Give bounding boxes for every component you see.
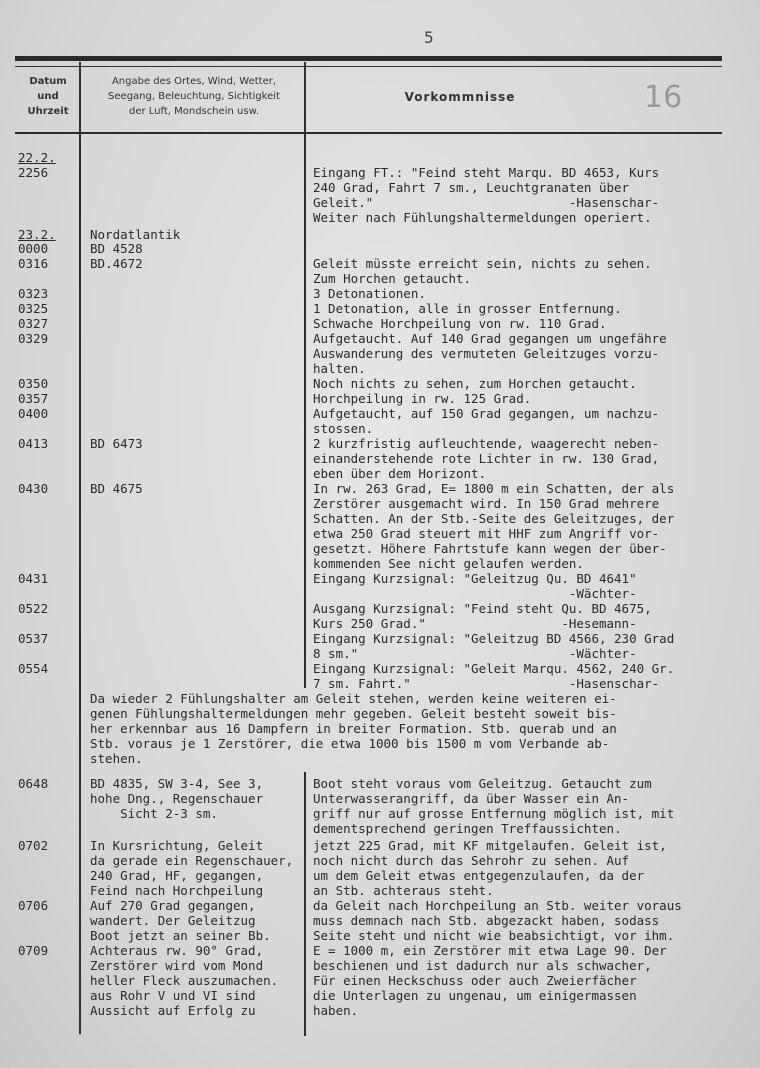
- date-time-cell: 0323: [18, 286, 49, 301]
- date-time-cell: 0316: [18, 256, 49, 271]
- log-line: [0, 256, 760, 271]
- event-cell: Schwache Horchpeilung von rw. 110 Grad.: [313, 316, 607, 331]
- event-cell: Kurs 250 Grad." -Hesemann-: [313, 616, 637, 631]
- event-cell: Auswanderung des vermuteten Geleitzuges vorzu-: [313, 346, 660, 361]
- date-time-cell: 23.2.: [18, 227, 56, 242]
- log-line: [0, 421, 760, 436]
- date-time-cell: 0702: [18, 838, 49, 853]
- log-line: [0, 721, 760, 736]
- log-line: [0, 195, 760, 210]
- log-line: [0, 1003, 760, 1018]
- log-line: [0, 883, 760, 898]
- date-time-cell: 22.2.: [18, 150, 56, 165]
- log-line: [0, 616, 760, 631]
- event-cell: Geleit." -Hasenschar-: [313, 195, 660, 210]
- date-time-cell: 0350: [18, 376, 49, 391]
- full-width-text: Da wieder 2 Fühlungshalter am Geleit stehen, werden keine weiteren ei-: [90, 691, 617, 706]
- event-cell: kommenden See nicht gelaufen werden.: [313, 556, 584, 571]
- event-cell: Eingang Kurzsignal: "Geleit Marqu. 4562, 240 Gr.: [313, 661, 675, 676]
- log-line: [0, 436, 760, 451]
- log-line: [0, 853, 760, 868]
- log-line: [0, 346, 760, 361]
- log-line: [0, 791, 760, 806]
- log-line: [0, 958, 760, 973]
- log-line: [0, 706, 760, 721]
- location-cell: BD.4672: [90, 256, 143, 271]
- event-cell: Eingang FT.: "Feind steht Marqu. BD 4653, Kurs: [313, 165, 660, 180]
- log-line: [0, 913, 760, 928]
- top-rule: [15, 56, 722, 61]
- log-line: [0, 391, 760, 406]
- log-line: [0, 301, 760, 316]
- log-line: [0, 838, 760, 853]
- date-time-cell: 0648: [18, 776, 49, 791]
- event-cell: Eingang Kurzsignal: "Geleitzug Qu. BD 4641": [313, 571, 637, 586]
- date-time-cell: 0709: [18, 943, 49, 958]
- event-cell: einanderstehende rote Lichter in rw. 130 Grad,: [313, 451, 660, 466]
- location-cell: 240 Grad, HF, gegangen,: [90, 868, 264, 883]
- log-line: [0, 928, 760, 943]
- log-line: [0, 331, 760, 346]
- log-line: [0, 676, 760, 691]
- log-line: [0, 821, 760, 836]
- event-cell: halten.: [313, 361, 366, 376]
- log-line: [0, 556, 760, 571]
- log-line: [0, 751, 760, 766]
- event-cell: die Unterlagen zu ungenau, um einigermassen: [313, 988, 637, 1003]
- location-cell: Feind nach Horchpeilung: [90, 883, 264, 898]
- event-cell: Aufgetaucht. Auf 140 Grad gegangen um ungefähre: [313, 331, 667, 346]
- header-rule: [15, 132, 722, 134]
- date-time-cell: 0413: [18, 436, 49, 451]
- header-date-time: Datum und Uhrzeit: [27, 76, 69, 117]
- event-cell: 2 kurzfristig aufleuchtende, waagerecht neben-: [313, 436, 660, 451]
- log-line: [0, 526, 760, 541]
- event-cell: Unterwasserangriff, da über Wasser ein An-: [313, 791, 630, 806]
- event-cell: Eingang Kurzsignal: "Geleitzug BD 4566, 230 Grad: [313, 631, 675, 646]
- location-cell: Auf 270 Grad gegangen,: [90, 898, 256, 913]
- location-cell: Zerstörer wird vom Mond: [90, 958, 264, 973]
- log-line: [0, 165, 760, 180]
- log-line: [0, 286, 760, 301]
- log-line: [0, 150, 760, 165]
- location-cell: da gerade ein Regenschauer,: [90, 853, 294, 868]
- log-line: [0, 541, 760, 556]
- location-cell: In Kursrichtung, Geleit: [90, 838, 264, 853]
- full-width-text: her erkennbar aus 16 Dampfern in breiter Formation. Stb. querab und an: [90, 721, 617, 736]
- log-line: [0, 736, 760, 751]
- date-time-cell: 2256: [18, 165, 49, 180]
- location-cell: BD 4528: [90, 241, 143, 256]
- event-cell: In rw. 263 Grad, E= 1800 m ein Schatten, der als: [313, 481, 675, 496]
- header-events: Vorkommnisse: [404, 90, 516, 104]
- location-cell: BD 4675: [90, 481, 143, 496]
- event-cell: E = 1000 m, ein Zerstörer mit etwa Lage 90. Der: [313, 943, 667, 958]
- location-cell: Achteraus rw. 90° Grad,: [90, 943, 264, 958]
- top-rule-thin: [15, 66, 722, 67]
- date-time-cell: 0706: [18, 898, 49, 913]
- log-line: [0, 691, 760, 706]
- event-cell: jetzt 225 Grad, mit KF mitgelaufen. Geleit ist,: [313, 838, 667, 853]
- date-time-cell: 0522: [18, 601, 49, 616]
- log-line: [0, 631, 760, 646]
- log-line: [0, 451, 760, 466]
- log-line: [0, 571, 760, 586]
- date-time-cell: 0431: [18, 571, 49, 586]
- log-line: [0, 661, 760, 676]
- log-line: [0, 988, 760, 1003]
- log-line: [0, 898, 760, 913]
- log-line: [0, 361, 760, 376]
- log-line: [0, 943, 760, 958]
- location-cell: heller Fleck auszumachen.: [90, 973, 279, 988]
- date-time-cell: 0430: [18, 481, 49, 496]
- event-cell: Zerstörer ausgemacht wird. In 150 Grad mehrere: [313, 496, 660, 511]
- event-cell: haben.: [313, 1003, 359, 1018]
- log-line: [0, 180, 760, 195]
- log-line: [0, 316, 760, 331]
- log-line: [0, 376, 760, 391]
- page-number: 5: [424, 28, 434, 47]
- event-cell: Ausgang Kurzsignal: "Feind steht Qu. BD 4675,: [313, 601, 652, 616]
- event-cell: -Wächter-: [313, 586, 637, 601]
- location-cell: Boot jetzt an seiner Bb.: [90, 928, 271, 943]
- event-cell: etwa 250 Grad steuert mit HHF zum Angriff vor-: [313, 526, 660, 541]
- date-time-cell: 0329: [18, 331, 49, 346]
- log-line: [0, 466, 760, 481]
- log-line: [0, 406, 760, 421]
- log-line: [0, 210, 760, 225]
- page-stamp: 16: [644, 80, 683, 115]
- event-cell: Weiter nach Fühlungshaltermeldungen operiert.: [313, 210, 652, 225]
- date-time-cell: 0000: [18, 241, 49, 256]
- event-cell: Horchpeilung in rw. 125 Grad.: [313, 391, 532, 406]
- date-time-cell: 0554: [18, 661, 49, 676]
- log-line: [0, 586, 760, 601]
- event-cell: 7 sm. Fahrt." -Hasenschar-: [313, 676, 660, 691]
- log-line: [0, 806, 760, 821]
- log-line: [0, 241, 760, 256]
- location-cell: hohe Dng., Regenschauer: [90, 791, 264, 806]
- full-width-text: genen Fühlungshaltermeldungen mehr gegeben. Geleit besteht soweit bis-: [90, 706, 617, 721]
- event-cell: muss demnach nach Stb. abgezackt haben, sodass: [313, 913, 660, 928]
- location-cell: Sicht 2-3 sm.: [90, 806, 218, 821]
- event-cell: griff nur auf grosse Entfernung möglich ist, mit: [313, 806, 675, 821]
- date-time-cell: 0400: [18, 406, 49, 421]
- event-cell: Schatten. An der Stb.-Seite des Geleitzuges, der: [313, 511, 675, 526]
- event-cell: 1 Detonation, alle in grosser Entfernung.: [313, 301, 622, 316]
- event-cell: da Geleit nach Horchpeilung an Stb. weiter voraus: [313, 898, 682, 913]
- event-cell: um dem Geleit etwas entgegenzulaufen, da der: [313, 868, 645, 883]
- log-line: [0, 776, 760, 791]
- log-line: [0, 646, 760, 661]
- event-cell: beschienen und ist dadurch nur als schwacher,: [313, 958, 652, 973]
- date-time-cell: 0325: [18, 301, 49, 316]
- event-cell: Geleit müsste erreicht sein, nichts zu sehen.: [313, 256, 652, 271]
- location-cell: BD 4835, SW 3-4, See 3,: [90, 776, 264, 791]
- location-cell: wandert. Der Geleitzug: [90, 913, 256, 928]
- log-line: [0, 868, 760, 883]
- event-cell: 8 sm." -Wächter-: [313, 646, 637, 661]
- log-line: [0, 481, 760, 496]
- log-line: [0, 511, 760, 526]
- event-cell: Zum Horchen getaucht.: [313, 271, 472, 286]
- full-width-text: Stb. voraus je 1 Zerstörer, die etwa 1000 bis 1500 m vom Verbande ab-: [90, 736, 610, 751]
- event-cell: Für einen Heckschuss oder auch Zweierfächer: [313, 973, 637, 988]
- event-cell: 3 Detonationen.: [313, 286, 426, 301]
- event-cell: stossen.: [313, 421, 374, 436]
- log-line: [0, 973, 760, 988]
- header-location-weather: Angabe des Ortes, Wind, Wetter, Seegang, Beleuchtung, Sichtigkeit der Luft, Mondschein usw.: [108, 76, 280, 117]
- event-cell: Aufgetaucht, auf 150 Grad gegangen, um nachzu-: [313, 406, 660, 421]
- log-line: [0, 601, 760, 616]
- location-cell: aus Rohr V und VI sind: [90, 988, 256, 1003]
- location-cell: BD 6473: [90, 436, 143, 451]
- location-cell: Nordatlantik: [90, 227, 181, 242]
- event-cell: Boot steht voraus vom Geleitzug. Getaucht zum: [313, 776, 652, 791]
- event-cell: Noch nichts zu sehen, zum Horchen getaucht.: [313, 376, 637, 391]
- event-cell: eben über dem Horizont.: [313, 466, 487, 481]
- event-cell: gesetzt. Höhere Fahrtstufe kann wegen der über-: [313, 541, 667, 556]
- full-width-text: stehen.: [90, 751, 143, 766]
- log-line: [0, 227, 760, 242]
- date-time-cell: 0537: [18, 631, 49, 646]
- log-line: [0, 496, 760, 511]
- date-time-cell: 0327: [18, 316, 49, 331]
- event-cell: an Stb. achteraus steht.: [313, 883, 494, 898]
- event-cell: 240 Grad, Fahrt 7 sm., Leuchtgranaten über: [313, 180, 630, 195]
- log-line: [0, 271, 760, 286]
- event-cell: dementsprechend geringen Treffaussichten.: [313, 821, 622, 836]
- event-cell: noch nicht durch das Sehrohr zu sehen. Auf: [313, 853, 630, 868]
- event-cell: Seite steht und nicht wie beabsichtigt, vor ihm.: [313, 928, 675, 943]
- location-cell: Aussicht auf Erfolg zu: [90, 1003, 256, 1018]
- date-time-cell: 0357: [18, 391, 49, 406]
